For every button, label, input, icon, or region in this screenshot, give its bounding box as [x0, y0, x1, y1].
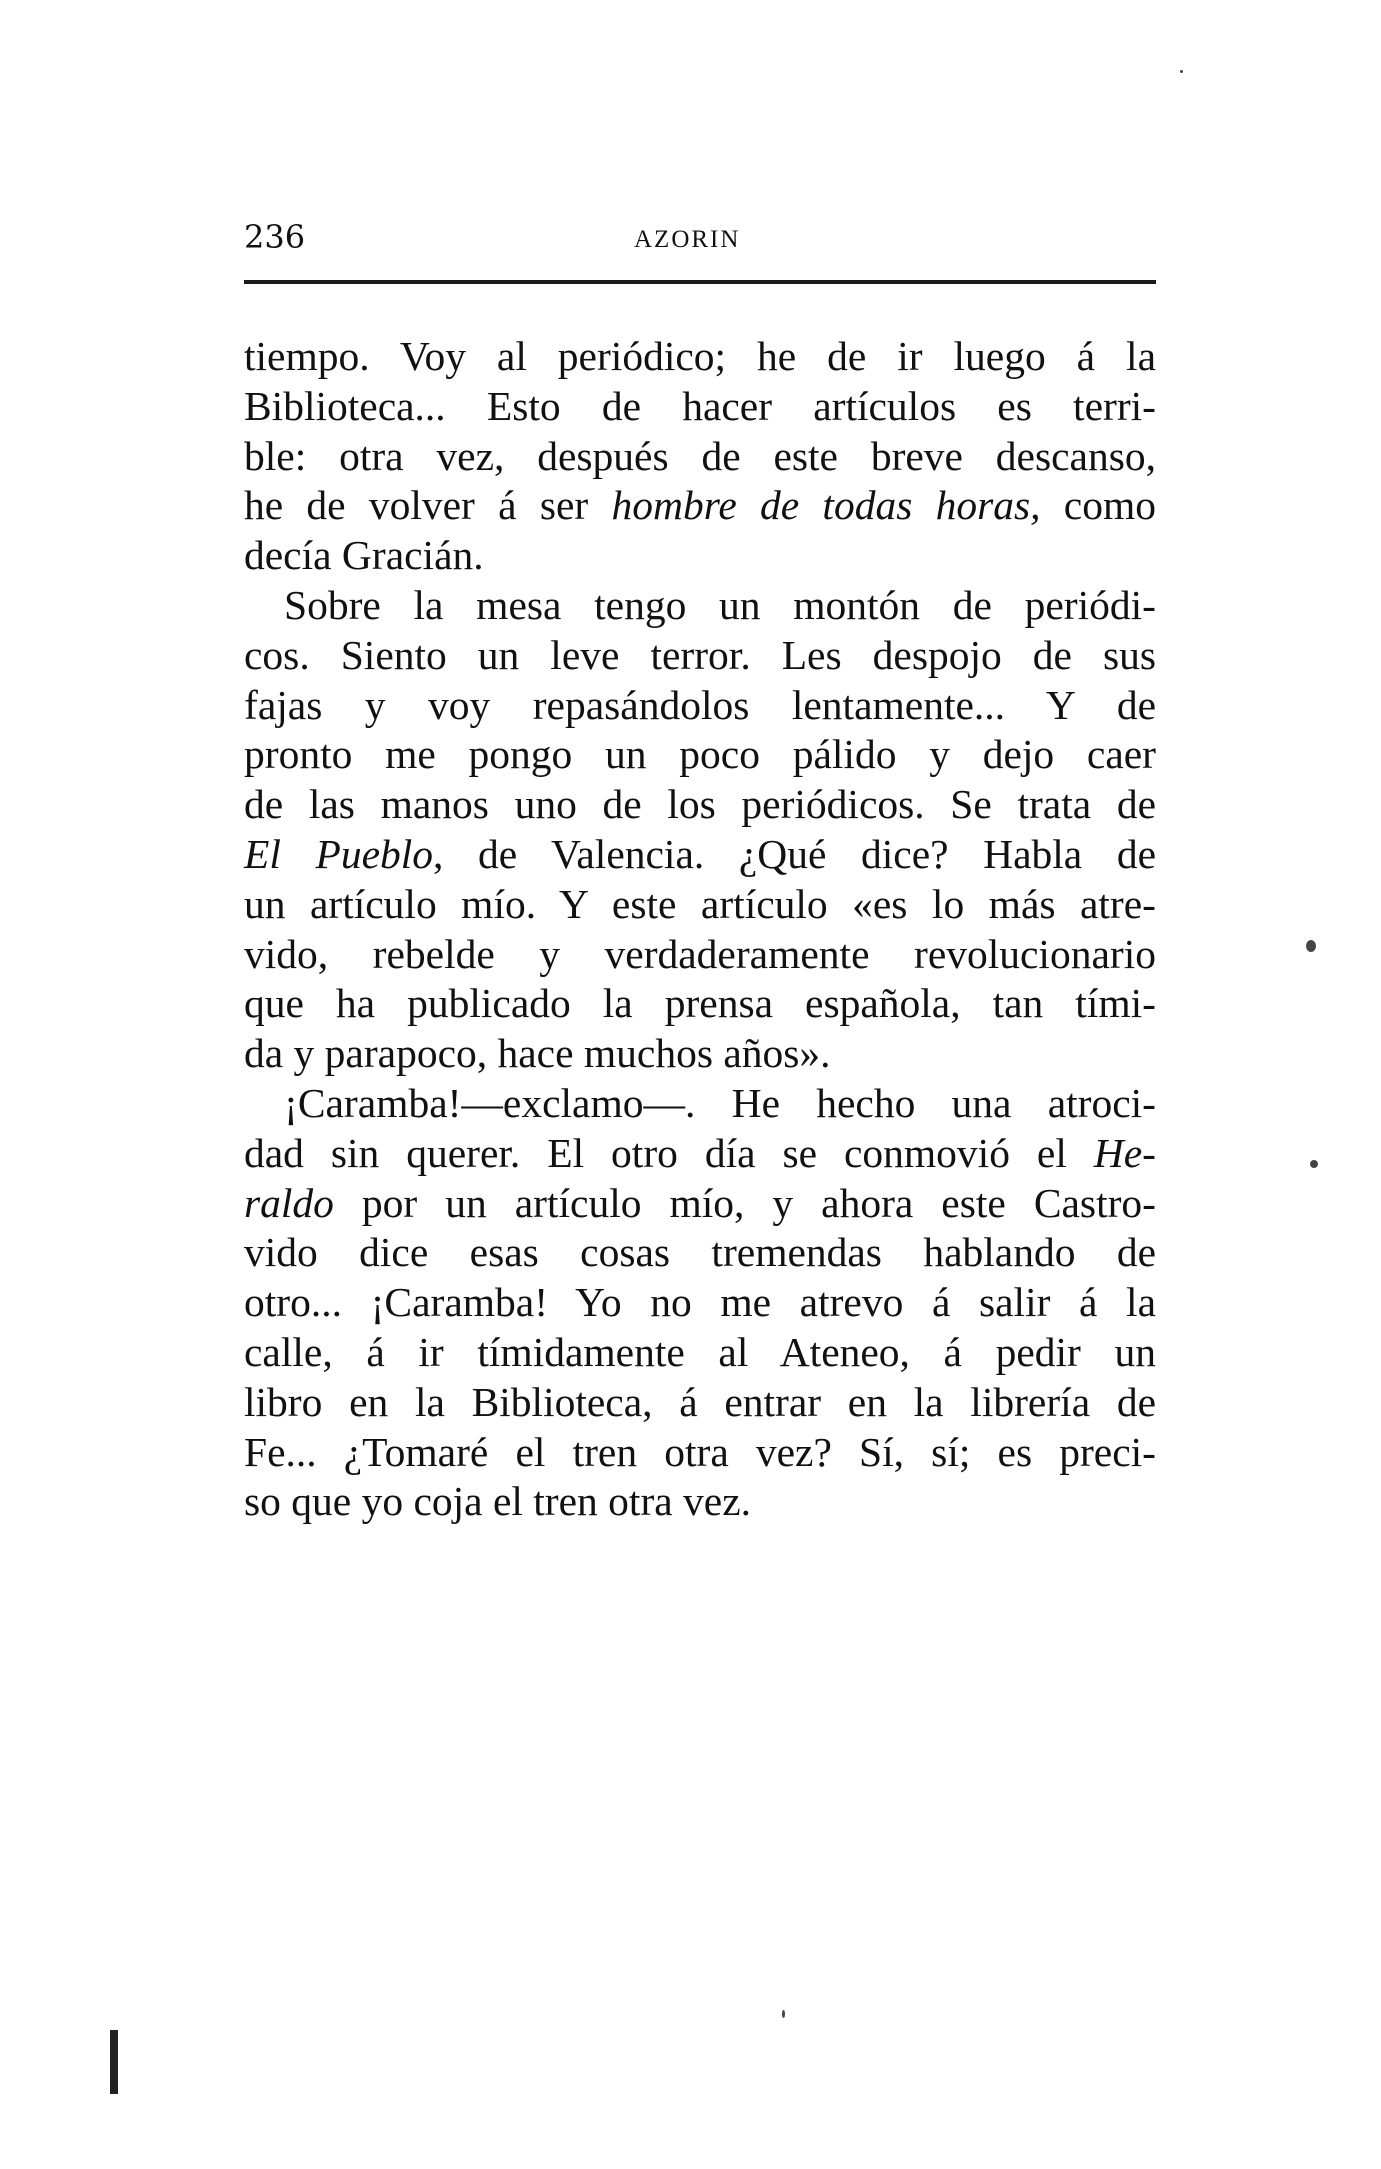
text-segment: calle, á ir tímidamente al Ateneo, á pedir un	[244, 1328, 1156, 1375]
text-segment: otro... ¡Caramba! Yo no me atrevo á salir á la	[244, 1279, 1156, 1326]
text-segment: pronto me pongo un poco pálido y dejo caer	[244, 731, 1156, 778]
text-line	[244, 930, 1156, 980]
scan-mark	[110, 2030, 118, 2094]
text-line	[244, 730, 1156, 780]
text-segment: fajas y voy repasándolos lentamente... Y de	[244, 681, 1156, 728]
text-line	[244, 1228, 1156, 1278]
scan-speck	[1310, 1160, 1318, 1168]
text-line	[244, 481, 1156, 531]
header-rule	[244, 280, 1156, 284]
text-line	[244, 1179, 1156, 1229]
scan-speck	[1180, 70, 1183, 73]
page-number: 236	[244, 218, 306, 256]
text-segment: decía Gracián.	[244, 532, 484, 579]
text-segment: dad sin querer. El otro día se conmovió el	[244, 1129, 1094, 1176]
text-segment: vido dice esas cosas tremendas hablando de	[244, 1229, 1156, 1276]
text-line	[244, 979, 1156, 1029]
text-line	[244, 1129, 1156, 1179]
text-line	[244, 432, 1156, 482]
text-line	[244, 382, 1156, 432]
italic-text-segment: hombre de todas horas,	[611, 482, 1041, 529]
text-segment: da y parapoco, hace muchos años».	[244, 1030, 831, 1077]
text-line	[244, 1328, 1156, 1378]
italic-text-segment: El Pueblo	[244, 830, 434, 877]
text-line	[244, 332, 1156, 382]
text-segment: so que yo coja el tren otra vez.	[244, 1478, 752, 1525]
italic-text-segment: raldo	[244, 1179, 334, 1226]
text-segment: , de Valencia. ¿Qué dice? Habla de	[433, 830, 1156, 877]
text-segment: Biblioteca... Esto de hacer artículos es terri-	[244, 382, 1156, 429]
text-line	[244, 1079, 1156, 1129]
text-line	[244, 1278, 1156, 1328]
text-line	[244, 1378, 1156, 1428]
text-segment: vido, rebelde y verdaderamente revolucionario	[244, 930, 1156, 977]
text-segment: Sobre la mesa tengo un montón de periódi-	[284, 581, 1156, 628]
text-line	[244, 780, 1156, 830]
text-segment: he de volver á ser	[244, 482, 612, 529]
text-segment: un artículo mío. Y este artículo «es lo más atre-	[244, 880, 1156, 927]
text-segment: Fe... ¿Tomaré el tren otra vez? Sí, sí; es preci-	[244, 1428, 1156, 1475]
text-segment: ble: otra vez, después de este breve descanso,	[244, 432, 1156, 479]
italic-text-segment: He-	[1093, 1129, 1156, 1176]
text-line	[244, 1477, 1156, 1527]
text-segment: de las manos uno de los periódicos. Se trata de	[244, 781, 1156, 828]
text-segment: como	[1040, 482, 1157, 529]
body-text	[244, 332, 1156, 1527]
scan-speck	[1306, 940, 1316, 952]
text-segment: tiempo. Voy al periódico; he de ir luego á la	[244, 333, 1156, 379]
running-head: AZORIN	[634, 226, 741, 253]
text-line	[244, 880, 1156, 930]
text-segment: por un artículo mío, y ahora este Castro-	[333, 1179, 1156, 1226]
text-segment: cos. Siento un leve terror. Les despojo de sus	[244, 631, 1156, 678]
text-line	[244, 830, 1156, 880]
text-line	[244, 681, 1156, 731]
page-header	[244, 218, 1156, 262]
text-line	[244, 531, 1156, 581]
text-segment: ¡Caramba!—exclamo—. He hecho una atroci-	[284, 1079, 1156, 1126]
text-segment: libro en la Biblioteca, á entrar en la librería de	[244, 1378, 1156, 1425]
text-line	[244, 581, 1156, 631]
text-line	[244, 631, 1156, 681]
text-line	[244, 1428, 1156, 1478]
text-segment: que ha publicado la prensa española, tan tími-	[244, 980, 1156, 1027]
text-line	[244, 1029, 1156, 1079]
scan-speck	[782, 2010, 785, 2018]
